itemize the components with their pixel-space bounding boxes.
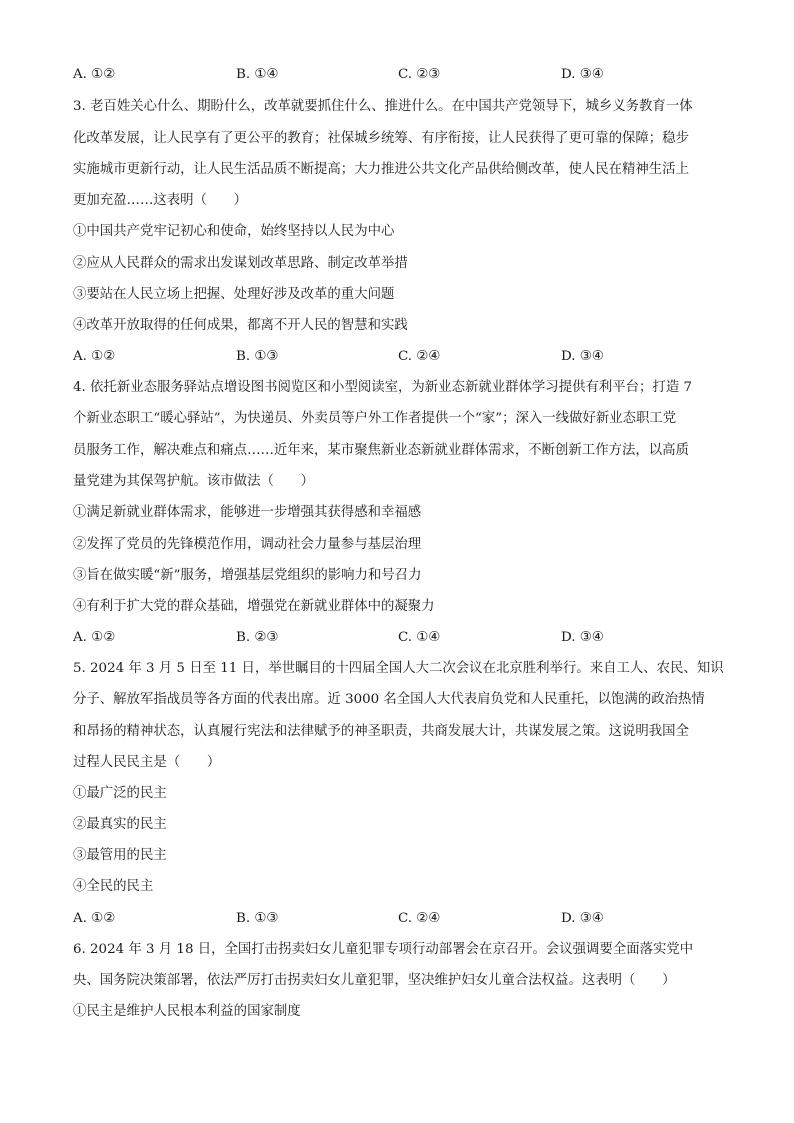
q5-stem-line: 过程人民民主是（ ） [73, 755, 221, 770]
q5-item-2: ②最真实的民主 [73, 817, 167, 832]
q2-option-b[interactable]: B. ①④ [236, 67, 279, 82]
q6-item-1: ①民主是维护人民根本利益的国家制度 [73, 1004, 301, 1019]
q4-option-c[interactable]: C. ①④ [398, 630, 441, 645]
q3-option-c[interactable]: C. ②④ [398, 349, 441, 364]
q4-item-1: ①满足新就业群体需求，能够进一步增强其获得感和幸福感 [73, 505, 422, 520]
q5-stem-line: 分子、解放军指战员等各方面的代表出席。近 3000 名全国人大代表肩负党和人民重托，以饱满的政治热情 [73, 692, 705, 707]
q3-stem-line: 化改革发展，让人民享有了更公平的教育；社保城乡统筹、有序衔接，让人民获得了更可靠的保障；稳步 [73, 131, 689, 146]
q5-item-3: ③最管用的民主 [73, 848, 167, 863]
q3-item-4: ④改革开放取得的任何成果，都离不开人民的智慧和实践 [73, 318, 408, 333]
q4-stem-line: 员服务工作，解决难点和痛点……近年来，某市聚焦新业态新就业群体需求，不断创新工作方法，以高质 [73, 443, 689, 458]
q5-item-4: ④全民的民主 [73, 879, 154, 894]
q5-stem-line: 和昂扬的精神状态，认真履行宪法和法律赋予的神圣职责，共商发展大计，共谋发展之策。这说明我国全 [73, 724, 689, 739]
q4-item-2: ②发挥了党员的先锋模范作用，调动社会力量参与基层治理 [73, 537, 422, 552]
q3-option-b[interactable]: B. ①③ [236, 349, 279, 364]
q4-options [73, 628, 733, 648]
q2-option-a[interactable]: A. ①② [73, 67, 116, 82]
q6-stem-line: 6. 2024 年 3 月 18 日，全国打击拐卖妇女儿童犯罪专项行动部署会在京召开。会议强调要全面落实党中 [73, 942, 694, 957]
q2-option-d[interactable]: D. ③④ [561, 67, 604, 82]
q4-stem-line: 量党建为其保驾护航。该市做法（ ） [73, 474, 315, 489]
q3-option-d[interactable]: D. ③④ [561, 349, 604, 364]
q4-stem-line: 4. 依托新业态服务驿站点增设图书阅览区和小型阅读室，为新业态新就业群体学习提供有利平台；打造 7 [73, 380, 692, 395]
q4-item-4: ④有利于扩大党的群众基础，增强党在新就业群体中的凝聚力 [73, 599, 435, 614]
q3-options [73, 347, 733, 367]
q5-item-1: ①最广泛的民主 [73, 786, 167, 801]
q3-stem-line: 实施城市更新行动，让人民生活品质不断提高；大力推进公共文化产品供给侧改革，使人民在精神生活上 [73, 162, 689, 177]
q5-options [73, 909, 733, 929]
q6-stem-line: 央、国务院决策部署，依法严厉打击拐卖妇女儿童犯罪，坚决维护妇女儿童合法权益。这表明（ ） [73, 973, 676, 988]
q5-stem-line: 5. 2024 年 3 月 5 日至 11 日，举世瞩目的十四届全国人大二次会议在北京胜利举行。来自工人、农民、知识 [73, 661, 724, 676]
q4-item-3: ③旨在做实暖“新”服务，增强基层党组织的影响力和号召力 [73, 568, 422, 583]
q5-option-b[interactable]: B. ①③ [236, 911, 279, 926]
q3-item-2: ②应从人民群众的需求出发谋划改革思路、制定改革举措 [73, 256, 408, 271]
q4-option-d[interactable]: D. ③④ [561, 630, 604, 645]
q5-option-c[interactable]: C. ②④ [398, 911, 441, 926]
q3-option-a[interactable]: A. ①② [73, 349, 116, 364]
q3-item-3: ③要站在人民立场上把握、处理好涉及改革的重大问题 [73, 287, 395, 302]
q2-options [73, 65, 733, 85]
q3-item-1: ①中国共产党牢记初心和使命，始终坚持以人民为中心 [73, 224, 395, 239]
q2-option-c[interactable]: C. ②③ [398, 67, 441, 82]
q5-option-d[interactable]: D. ③④ [561, 911, 604, 926]
q5-option-a[interactable]: A. ①② [73, 911, 116, 926]
q3-stem-line: 更加充盈……这表明（ ） [73, 193, 248, 208]
q4-option-a[interactable]: A. ①② [73, 630, 116, 645]
q4-option-b[interactable]: B. ②③ [236, 630, 279, 645]
q3-stem-line: 3. 老百姓关心什么、期盼什么，改革就要抓住什么、推进什么。在中国共产党领导下，城乡义务教育一体 [73, 99, 693, 114]
q4-stem-line: 个新业态职工“暖心驿站”，为快递员、外卖员等户外工作者提供一个“家”；深入一线做好新业态职工党 [73, 411, 677, 426]
